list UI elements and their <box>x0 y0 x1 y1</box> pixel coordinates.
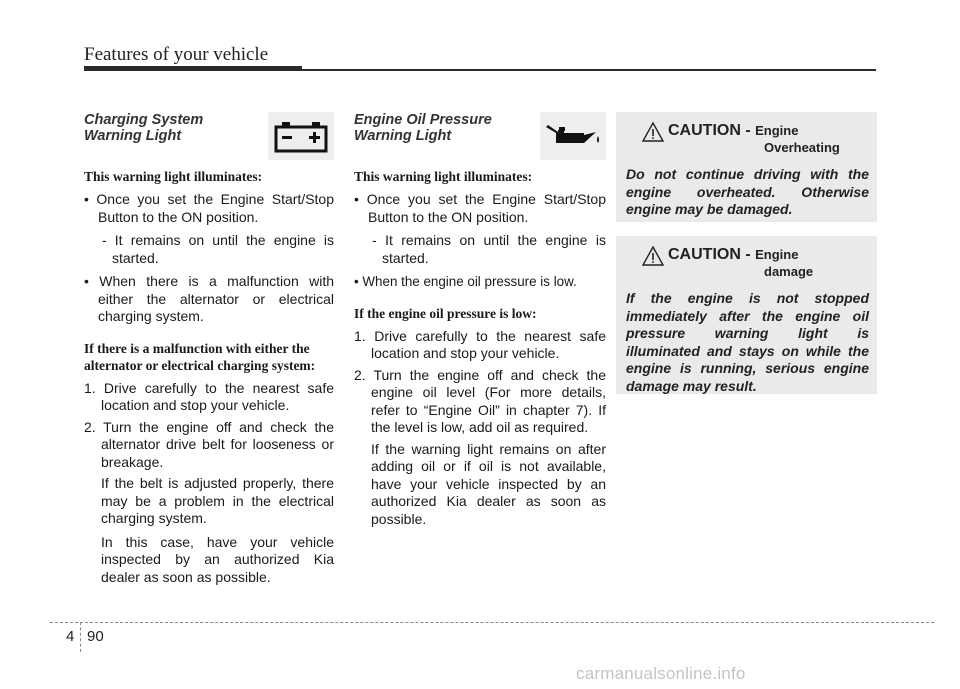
oil-step-1: 1. Drive carefully to the nearest safe location and stop your vehicle. <box>354 327 606 361</box>
oil-step-2-para-1: If the warning light remains on after adding oil or if oil is not available, have your vehicle inspected by an authorized Kia dealer as soon as possible. <box>371 440 606 527</box>
oil-section <box>354 112 606 534</box>
charging-malfunction-heading: If there is a malfunction with either the alternator or electrical charging system: <box>84 340 316 373</box>
caution-box-overheating <box>616 112 877 222</box>
charging-section-header <box>84 112 334 164</box>
caution-topic-line-2: Overheating <box>764 140 840 155</box>
caution-text: If the engine is not stopped immediately after the engine oil pressure warning light is illuminated and stays on while the engine is running, serious engine damage may result. <box>626 290 869 394</box>
battery-icon <box>268 112 334 160</box>
caution-text: Do not continue driving with the engine overheated. Otherwise engine may be damaged. <box>626 166 869 217</box>
oil-section-title: Engine Oil Pressure Warning Light <box>354 112 492 144</box>
caution-box-engine-damage <box>616 236 877 394</box>
charging-step-2: 2. Turn the engine off and check the alternator drive belt for looseness or breakage. <box>84 418 334 470</box>
oil-low-heading: If the engine oil pressure is low: <box>354 305 537 321</box>
caution-topic-line-1: Engine <box>755 123 799 138</box>
oil-bullet-1: • Once you set the Engine Start/Stop Button to the ON position. <box>354 191 606 225</box>
header-bar <box>84 66 302 71</box>
header-rule <box>302 69 876 71</box>
page-header-title: Features of your vehicle <box>84 44 269 65</box>
caution-topic-line-2: damage <box>764 264 814 279</box>
oil-step-2: 2. Turn the engine off and check the engine oil level (For more details, refer to “Engine Oil” in chapter 7). If the level is low, add oil as required. <box>354 366 606 435</box>
caution-topic-line-1: Engine <box>755 247 799 262</box>
charging-bullet-1-sub: - It remains on until the engine is started. <box>102 232 334 266</box>
oil-bullet-1-sub: - It remains on until the engine is started. <box>372 232 606 266</box>
watermark: carmanualsonline.info <box>576 664 746 683</box>
page-number: 90 <box>87 628 104 645</box>
warning-triangle-icon <box>642 246 664 266</box>
oil-illuminates-heading: This warning light illuminates: <box>354 169 533 184</box>
caution-header <box>626 246 869 282</box>
charging-step-2-para-2: In this case, have your vehicle inspected by an authorized Kia dealer as soon as possible. <box>101 533 334 585</box>
caution-header <box>626 122 869 158</box>
chapter-number: 4 <box>66 628 75 645</box>
charging-section <box>84 112 334 592</box>
charging-bullet-1: • Once you set the Engine Start/Stop Button to the ON position. <box>84 191 334 225</box>
footer-rule <box>50 622 934 623</box>
footer-divider <box>80 622 81 652</box>
caution-label: CAUTION - <box>668 246 756 263</box>
oil-bullet-2: • When the engine oil pressure is low. <box>354 274 577 289</box>
oil-can-icon <box>540 112 606 160</box>
charging-illuminates-heading: This warning light illuminates: <box>84 169 263 184</box>
charging-step-2-para-1: If the belt is adjusted properly, there may be a problem in the electrical charging system. <box>101 475 334 526</box>
oil-section-header <box>354 112 606 164</box>
caution-label: CAUTION - <box>668 122 756 139</box>
charging-section-title: Charging System Warning Light <box>84 112 204 144</box>
charging-step-1: 1. Drive carefully to the nearest safe location and stop your vehicle. <box>84 379 334 413</box>
charging-bullet-2: • When there is a malfunction with either the alternator or electrical charging system. <box>84 273 334 324</box>
warning-triangle-icon <box>642 122 664 142</box>
